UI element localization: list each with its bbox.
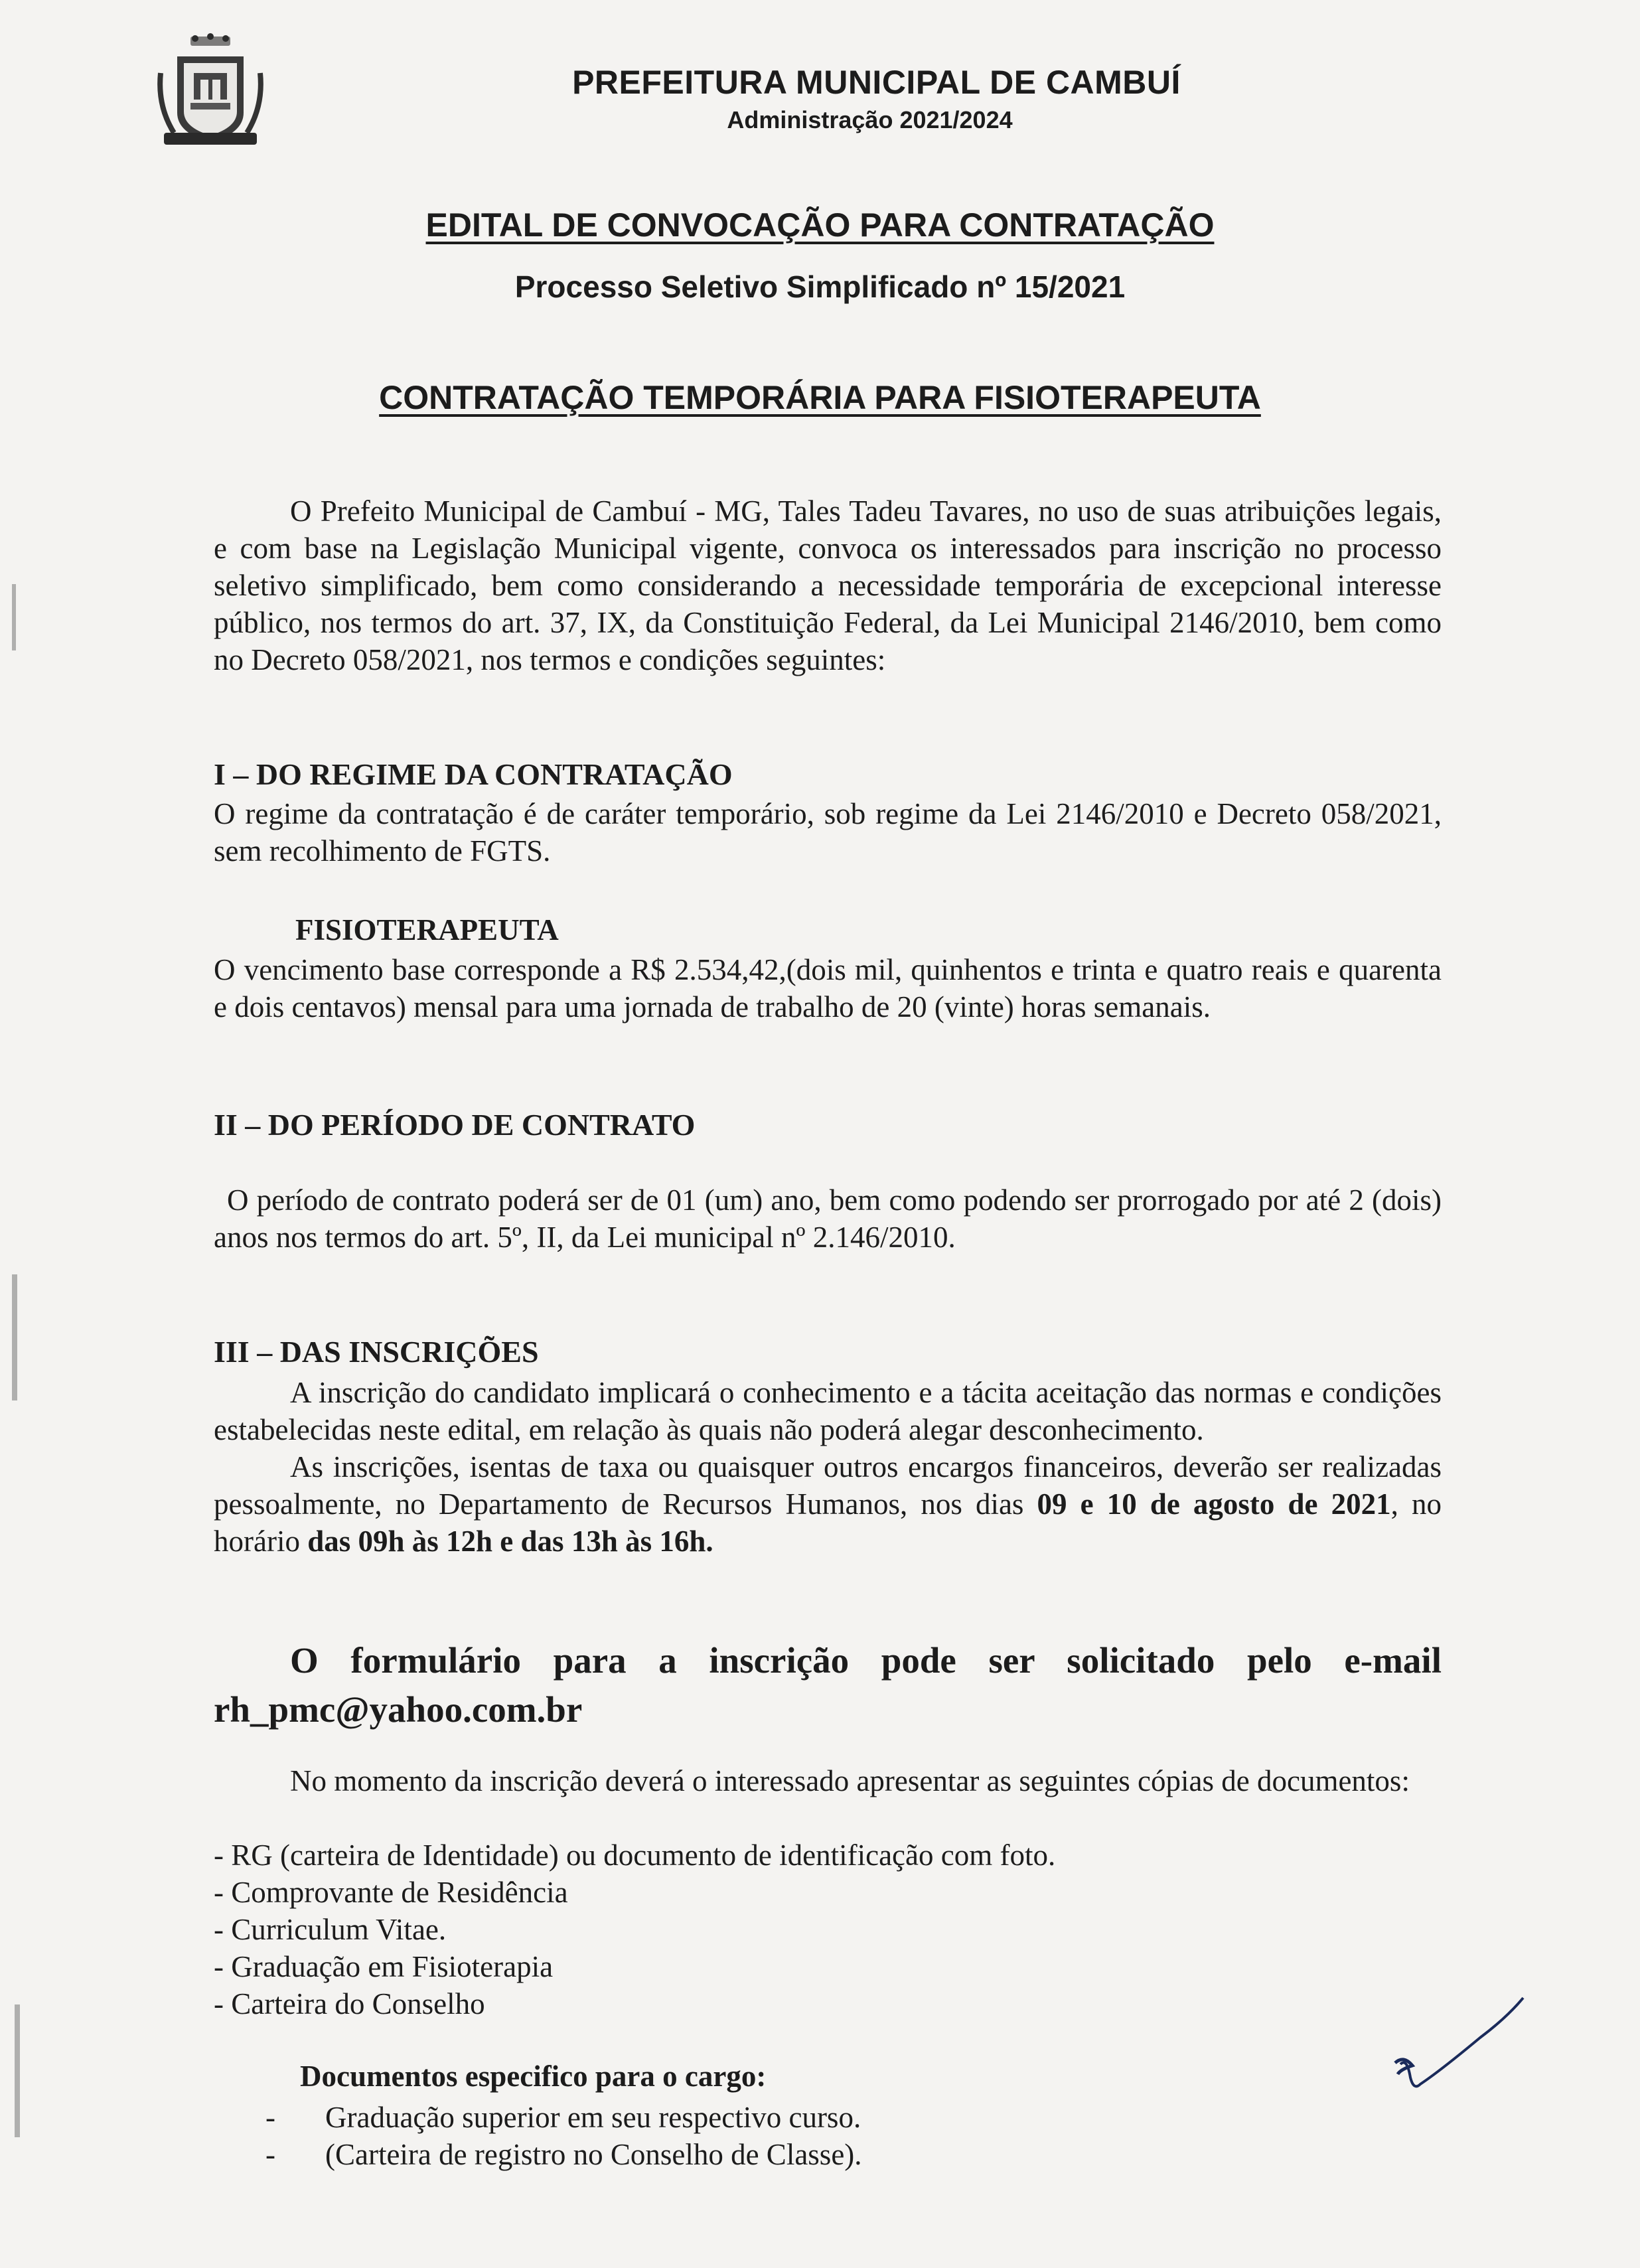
salary-paragraph [214, 951, 1442, 1025]
intro-paragraph [214, 492, 1442, 678]
specific-documents-list [265, 2099, 862, 2173]
regime-paragraph [214, 795, 1442, 869]
bullet-dash: - [265, 2138, 275, 2171]
bullet-dash: - [265, 2101, 275, 2134]
edital-title: EDITAL DE CONVOCAÇÃO PARA CONTRATAÇÃO [425, 206, 1215, 244]
inscription-terms-text: A inscrição do candidato implicará o conhecimento e a tácita aceitação das normas e condições estabelecidas neste edital, em relação às quais não poderá alegar desconhecimento. [214, 1376, 1442, 1446]
administration-period: Administração 2021/2024 [727, 106, 1013, 133]
list-item: - Comprovante de Residência [214, 1876, 568, 1909]
list-item: - Graduação em Fisioterapia [214, 1950, 554, 1983]
documents-intro-paragraph [214, 1762, 1442, 1799]
period-paragraph [214, 1181, 1442, 1256]
intro-text: O Prefeito Municipal de Cambuí - MG, Tales Tadeu Tavares, no uso de suas atribuições legais, e com base na Legislação Municipal vigente, convoca os interessados para inscrição no processo seletivo simplificado, bem como considerando a necessidade temporária de excepcional interesse público, nos termos do art. 37, IX, da Constituição Federal, da Lei Municipal 2146/2010, bem como no Decreto 058/2021, nos termos e condições seguintes: [214, 494, 1442, 676]
section-3-heading: III – DAS INSCRIÇÕES [214, 1335, 539, 1369]
inscription-hours: das 09h às 12h e das 13h às 16h. [307, 1525, 713, 1558]
list-item-text: Graduação superior em seu respectivo curso. [325, 2101, 861, 2134]
inscription-schedule-text [214, 1448, 1442, 1560]
scan-artifact [12, 584, 16, 650]
list-item: - Curriculum Vitae. [214, 1913, 447, 1946]
form-request-notice: O formulário para a inscrição pode ser solicitado pelo e-mail rh_pmc@yahoo.com.br [214, 1640, 1442, 1730]
documents-list [214, 1837, 1055, 2022]
documents-intro-text: No momento da inscrição deverá o interessado apresentar as seguintes cópias de documentos: [290, 1764, 1410, 1797]
salary-text: O vencimento base corresponde a R$ 2.534,42,(dois mil, quinhentos e trinta e quatro reais e quarenta e dois centavos) mensal para uma jornada de trabalho de 20 (vinte) horas semanais. [214, 953, 1442, 1023]
inscription-schedule-mid: , no horário [214, 1487, 1442, 1558]
list-item: - RG (carteira de Identidade) ou documento de identificação com foto. [214, 1839, 1056, 1872]
process-number: Processo Seletivo Simplificado nº 15/2021 [514, 269, 1126, 304]
inscription-dates: 09 e 10 de agosto de 2021 [1037, 1487, 1391, 1521]
specific-documents-heading: Documentos especifico para o cargo: [300, 2060, 767, 2093]
inscription-schedule-start: As inscrições, isentas de taxa ou quaisquer outros encargos financeiros, deverão ser realizadas pessoalmente, no Departamento de Recursos Humanos, nos dias [214, 1450, 1442, 1521]
municipality-title: PREFEITURA MUNICIPAL DE CAMBUÍ [572, 64, 1181, 101]
period-text: O período de contrato poderá ser de 01 (um) ano, bem como podendo ser prorrogado por até 2 (dois) anos nos termos do art. 5º, II, da Lei municipal nº 2.146/2010. [214, 1183, 1442, 1254]
scan-artifact [15, 2004, 20, 2137]
subject-title: CONTRATAÇÃO TEMPORÁRIA PARA FISIOTERAPEUTA [379, 379, 1261, 416]
section-1-heading: I – DO REGIME DA CONTRATAÇÃO [214, 757, 733, 791]
scan-artifact [12, 1274, 17, 1400]
handwritten-initials-signature [1380, 1991, 1533, 2104]
list-item [265, 2099, 862, 2136]
list-item: - Carteira do Conselho [214, 1987, 485, 2020]
role-heading: FISIOTERAPEUTA [295, 913, 559, 946]
inscriptions-paragraphs [214, 1374, 1442, 1560]
list-item-text: (Carteira de registro no Conselho de Classe). [325, 2138, 862, 2171]
regime-text: O regime da contratação é de caráter temporário, sob regime da Lei 2146/2010 e Decreto 058/2021, sem recolhimento de FGTS. [214, 797, 1442, 868]
section-2-heading: II – DO PERÍODO DE CONTRATO [214, 1108, 696, 1142]
list-item [265, 2136, 862, 2173]
